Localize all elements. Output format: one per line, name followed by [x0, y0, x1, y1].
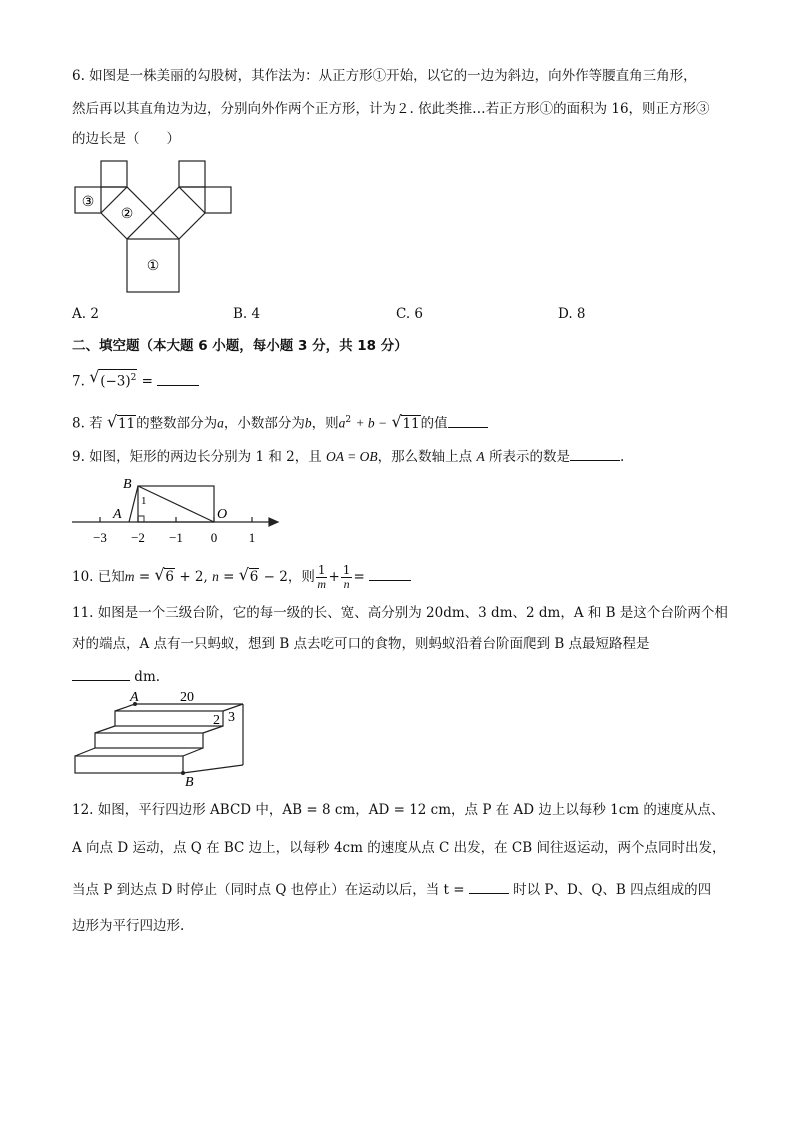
tick-label: −1 — [169, 530, 183, 545]
tick-label: 1 — [248, 530, 256, 545]
q12-line3a: 当点 P 到达点 D 时停止（同时点 Q 也停止）在运动以后，当 t = — [72, 882, 465, 898]
q8-radicand: 11 — [117, 415, 136, 432]
q10-f1num: 1 — [317, 563, 326, 577]
q8-expr-exp: 2 — [345, 415, 352, 425]
label-A: A — [113, 507, 122, 522]
square-right — [205, 187, 231, 213]
q7-eq: = — [141, 373, 153, 390]
q10-prefix: 10. 已知 — [72, 569, 125, 585]
label-sq3: ③ — [81, 195, 95, 210]
q8-sqrt2: √ 11 — [391, 411, 420, 432]
q12-line4: 边形为平行四边形. — [72, 918, 185, 934]
q7-answer-blank[interactable] — [157, 371, 199, 386]
square-top-left — [101, 161, 127, 187]
q9-pt: A — [476, 449, 485, 464]
label-one: 1 — [141, 495, 147, 507]
label-height: 2 — [213, 713, 220, 728]
q11-answer-blank[interactable] — [72, 666, 130, 681]
q10-m: m — [124, 569, 135, 584]
q8-sqrt: √ 11 — [106, 411, 136, 432]
q10-eq2: = — [223, 569, 235, 585]
q8-suffix: 的值 — [420, 415, 448, 432]
q11-line2: 对的端点，A 点有一只蚂蚁，想到 B 点去吃可口的食物，则蚂蚁沿着台阶面爬到 B 点最短路程是 — [72, 636, 650, 652]
q8-radicand-2: 11 — [402, 415, 420, 432]
label-A: A — [130, 690, 139, 705]
pythagoras-tree-figure — [70, 155, 240, 297]
q10 — [72, 564, 411, 591]
staircase-figure — [70, 688, 255, 790]
label-sq1: ① — [146, 259, 160, 274]
number-line-figure — [70, 474, 285, 549]
q10-sqrt1: √ 6 — [154, 565, 175, 585]
label-B: B — [123, 477, 132, 492]
q11-line1: 11. 如图是一个三级台阶，它的每一级的长、宽、高分别为 20dm、3 dm、2 dm，A 和 B 是这个台阶两个相 — [72, 605, 728, 621]
q10-frac2 — [341, 564, 353, 591]
tick-label: 0 — [210, 530, 218, 545]
label-sq2: ② — [120, 207, 134, 222]
q9-text: 9. 如图，矩形的两边长分别为 1 和 2，且 — [72, 449, 322, 465]
label-O: O — [217, 507, 228, 522]
q9-end: . — [619, 449, 625, 465]
section-title: 二、填空题（本大题 6 小题，每小题 3 分，共 18 分） — [72, 338, 408, 354]
q9-answer-blank[interactable] — [570, 446, 620, 461]
label-length: 20 — [180, 690, 194, 705]
q6-option-a[interactable]: A. 2 — [72, 306, 99, 322]
q11-line3 — [72, 666, 160, 687]
q10-sqrt2: √ 6 — [238, 565, 259, 585]
tick-label: −3 — [93, 530, 107, 545]
q6-line3: 的边长是（ ） — [72, 131, 180, 147]
q10-eq1: = — [138, 569, 151, 585]
square-2-right — [153, 187, 205, 239]
q8-mid3: ，则 — [311, 415, 339, 432]
q10-f2num: 1 — [342, 563, 351, 577]
q9 — [72, 446, 624, 467]
q7-num: 7. — [72, 373, 85, 390]
q8-expr-a: a — [338, 415, 346, 431]
q11-unit: dm. — [134, 669, 161, 685]
q6-option-c[interactable]: C. 6 — [396, 306, 424, 322]
q8-mid2: ，小数部分为 — [223, 415, 305, 432]
square-top-right — [179, 161, 205, 187]
q9-text2: ，那么数轴上点 — [377, 449, 473, 465]
q9-eq: OA = OB — [326, 449, 378, 464]
q10-then: ，则 — [287, 569, 315, 585]
label-width: 3 — [228, 710, 235, 725]
q12-line2: A 向点 D 运动，点 Q 在 BC 边上，以每秒 4cm 的速度从点 C 出发，在 CB 间往返运动，两个点同时出发， — [72, 840, 726, 856]
q10-r1: 6 — [165, 569, 175, 585]
q7 — [72, 369, 199, 392]
q8-mid1: 的整数部分为 — [136, 415, 218, 432]
q10-f1den: m — [317, 577, 326, 591]
q6-line1: 6. 如图是一株美丽的勾股树，其作法为：从正方形①开始，以它的一边为斜边，向外作等腰直角三角形， — [72, 68, 697, 84]
q8-a: a — [217, 415, 224, 431]
q10-plus2: + 2, — [179, 569, 208, 585]
q10-minus2: − 2 — [263, 569, 288, 585]
q12-line3b: 时以 P、D、Q、B 四点组成的四 — [513, 882, 712, 898]
q7-radicand: (−3) — [100, 373, 131, 390]
q6-option-d[interactable]: D. 8 — [558, 306, 586, 322]
q8 — [72, 410, 488, 434]
q10-plus: + — [328, 569, 340, 585]
tick-label: −2 — [131, 530, 145, 545]
q9-text3: 所表示的数是 — [488, 449, 570, 465]
q8-expr-rest: + b − — [355, 415, 388, 431]
q10-r2: 6 — [249, 569, 259, 585]
q10-n: n — [212, 569, 219, 584]
q12-line3 — [72, 879, 711, 900]
q8-answer-blank[interactable] — [448, 413, 488, 428]
q7-sqrt: √ $(-3)^2$ — [89, 367, 137, 390]
q6-line2: 然后再以其直角边为边，分别向外作两个正方形，计为２. 依此类推…若正方形①的面积为 16，则正方形③ — [72, 101, 710, 117]
q12-line1: 12. 如图，平行四边形 ABCD 中，AB = 8 cm，AD = 12 cm，点 P 在 AD 边上以每秒 1cm 的速度从点、 — [72, 802, 725, 818]
q10-eq3: = — [353, 569, 365, 585]
q8-b: b — [304, 415, 312, 431]
q10-f2den: n — [343, 577, 350, 591]
label-B: B — [185, 775, 194, 790]
q10-answer-blank[interactable] — [369, 566, 411, 581]
q10-frac1 — [316, 564, 328, 591]
q7-exp: 2 — [130, 373, 137, 383]
q6-option-b[interactable]: B. 4 — [233, 306, 261, 322]
q12-answer-blank[interactable] — [469, 879, 509, 894]
q8-prefix: 8. 若 — [72, 415, 103, 432]
